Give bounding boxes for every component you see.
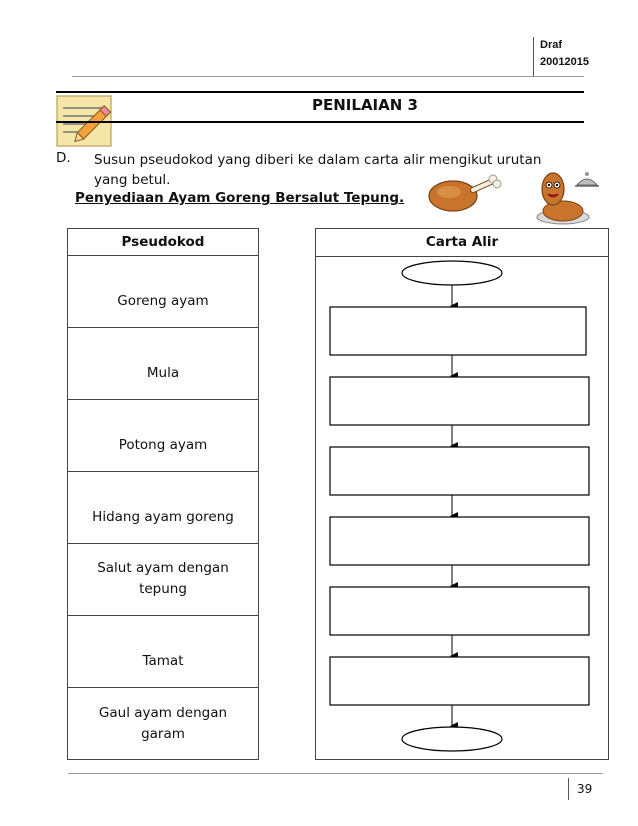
title-rule-bottom <box>56 121 584 123</box>
carta-alir-header: Carta Alir <box>316 229 608 257</box>
pseudokod-table <box>67 228 259 760</box>
page-number: 39 <box>568 778 592 800</box>
pseudokod-item: Gaul ayam dengan garam <box>98 705 228 742</box>
page-title: PENILAIAN 3 <box>312 96 418 114</box>
pseudokod-item: Goreng ayam <box>68 256 258 328</box>
question-letter: D. <box>56 150 71 166</box>
chicken-drumstick-icon <box>425 170 507 216</box>
header-rule <box>72 76 584 77</box>
pseudokod-item: Salut ayam dengan tepung <box>68 544 258 616</box>
end-terminal <box>402 727 502 751</box>
draft-box <box>533 37 603 77</box>
chef-drumstick-icon <box>525 165 603 227</box>
draft-code: 20012015 <box>540 56 589 68</box>
start-terminal <box>402 261 502 285</box>
pseudokod-item: Mula <box>68 328 258 400</box>
process-box <box>330 307 586 355</box>
pseudokod-item: Hidang ayam goreng <box>68 472 258 544</box>
process-box <box>330 447 589 495</box>
pseudokod-item: Tamat <box>68 616 258 688</box>
question-text: Susun pseudokod yang diberi ke dalam carta alir mengikut urutan yang betul. <box>94 152 542 188</box>
process-box <box>330 517 589 565</box>
pseudokod-header: Pseudokod <box>68 229 258 256</box>
pseudokod-item: Potong ayam <box>68 400 258 472</box>
title-rule-top <box>56 91 584 93</box>
question-subtitle: Penyediaan Ayam Goreng Bersalut Tepung. <box>75 190 405 206</box>
draft-label: Draf <box>540 39 563 51</box>
process-box <box>330 377 589 425</box>
footer-rule <box>68 773 603 774</box>
process-box <box>330 587 589 635</box>
process-box <box>330 657 589 705</box>
flowchart-diagram <box>315 228 609 760</box>
